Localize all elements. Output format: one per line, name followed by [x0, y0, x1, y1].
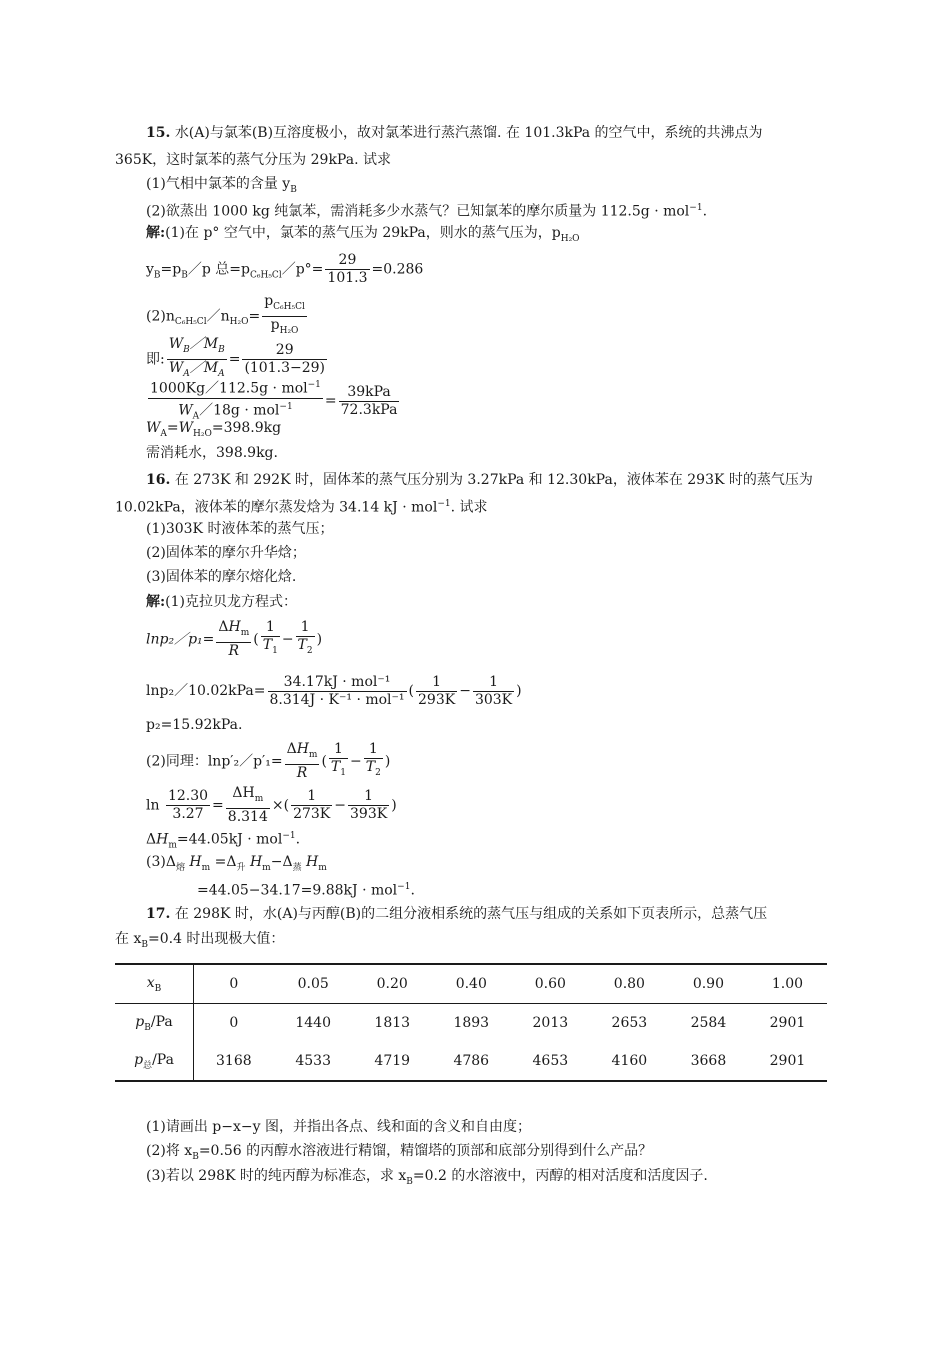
- denominator: 273K: [293, 805, 331, 822]
- eq-term: ／M: [189, 336, 219, 352]
- label-suffix: /Pa: [150, 1013, 173, 1030]
- problem-15-equation-3: 即: $\frac{W_B/M_B}{W_A/M_A}$ = $\frac{29}{(101.3-29)}$: [146, 336, 329, 383]
- denominator: 303K: [474, 691, 513, 708]
- fraction: [473, 674, 514, 709]
- table-cell: 2653: [611, 1015, 648, 1031]
- table-row: [115, 1004, 827, 1043]
- eq-term: W: [178, 402, 193, 419]
- table-cell: 1.00: [748, 964, 827, 1004]
- table-cell: 4719: [374, 1053, 411, 1069]
- fraction: [364, 741, 383, 782]
- table-cell: 2013: [532, 1015, 569, 1031]
- problem-16-result-1: p₂=15.92kPa.: [146, 717, 243, 733]
- solution-label: 解:: [146, 225, 166, 241]
- label-text: x: [146, 974, 155, 991]
- numerator: $\Delta H_m$: [285, 741, 320, 765]
- eq-term: ／p 总=p: [187, 261, 250, 278]
- numerator: 29: [242, 342, 327, 360]
- denominator: 101.3: [327, 270, 368, 286]
- numerator: $\Delta H_m$: [226, 785, 270, 809]
- fraction: [226, 785, 270, 826]
- fraction: [348, 788, 389, 823]
- eq-term: W: [168, 336, 184, 352]
- problem-text: =0.4 时出现极大值：: [147, 931, 285, 947]
- table-row: [115, 1042, 827, 1081]
- denominator: $T_1$: [262, 637, 278, 656]
- table-cell: 1813: [374, 1015, 411, 1031]
- table-cell: 0.90: [669, 964, 748, 1004]
- problem-number: 15.: [146, 125, 171, 141]
- solution-label: 解:: [146, 594, 166, 610]
- label-text: p: [134, 1051, 144, 1068]
- numerator: 1: [416, 674, 457, 692]
- table-cell: 4160: [611, 1053, 648, 1069]
- row-label: [115, 964, 194, 1004]
- eq-term: p: [264, 293, 274, 309]
- problem-17-question-3: (3)若以 298K 时的纯丙醇为标准态，求 $x_B=0.2$ 的水溶液中，丙醇的相对活度和活度因子.: [146, 1168, 708, 1187]
- fraction: [216, 619, 251, 660]
- eq-term: =398.9kg: [211, 420, 282, 436]
- denominator: R: [228, 642, 240, 659]
- numerator: 1: [296, 619, 315, 637]
- question-text: (2)欲蒸出 1000 kg 纯氯苯，需消耗多少水蒸气？已知氯苯的摩尔质量为 112.5g · mol: [146, 203, 690, 220]
- fraction: [285, 741, 320, 782]
- problem-16-equation-B: lnp₂／10.02kPa= $\frac{\text{34.17kJ · mol⁻¹}}{\text{8.314J · K⁻¹ · mol⁻¹}}$ ( $\frac{1}{293K}$ − $\frac{1}{303K}$ ): [146, 673, 522, 708]
- problem-16-question-3: (3)固体苯的摩尔熔化焓.: [146, 569, 297, 585]
- problem-text: 10.02kPa，液体苯的摩尔蒸发焓为 34.14 kJ · mol: [115, 499, 438, 516]
- numerator: 1: [364, 741, 383, 759]
- denominator: 8.314: [227, 808, 268, 825]
- denominator: $p_{H_2O}$: [270, 316, 299, 336]
- table-cell: 2901: [769, 1015, 806, 1031]
- fraction: [166, 788, 210, 823]
- table-row: [115, 964, 827, 1004]
- label-subscript: 总: [143, 1060, 153, 1071]
- numerator: 1: [261, 619, 280, 637]
- denominator: 3.27: [172, 805, 204, 822]
- problem-16-equation-F: =44.05−34.17=9.88kJ · mol$^{-1}$.: [197, 882, 415, 899]
- problem-15-question-1: (1)气相中氯苯的含量 $y_B$: [146, 176, 297, 195]
- table-cell: 3668: [690, 1053, 727, 1069]
- numerator: 34.17kJ · mol⁻¹: [268, 674, 407, 692]
- problem-16-equation-E: $(3)\Delta_熔$ $H_m =\Delta_升$ $H_m-\Delta_蒸$ $H_m$: [146, 854, 327, 873]
- problem-17-stem-line1: [146, 904, 767, 924]
- eq-term: (2)n: [146, 308, 175, 325]
- table-cell: 1440: [295, 1015, 331, 1031]
- fraction: [291, 788, 332, 823]
- eq-term: ／n: [206, 308, 230, 325]
- numerator: $p_{C_6H_5Cl}$: [262, 293, 307, 317]
- problem-16-equation-D: ln $\frac{12.30}{3.27}$ = $\frac{\Delta H_m}{8.314}$ ×( $\frac{1}{273K}$ − $\frac{1}{393K}$ ): [146, 785, 397, 825]
- problem-15-equation-4: $\frac{1000Kg/112.5g \cdot mol^{-1}}{W_A/18g \cdot mol^{-1}}$ = $\frac{\text{39kPa}}{\text{72.3kPa}}$: [146, 377, 401, 425]
- eq-term: (3)Δ: [146, 854, 176, 870]
- numerator: 1: [473, 674, 514, 692]
- denominator: 393K: [350, 805, 388, 822]
- problem-16-stem-line2: 10.02kPa，液体苯的摩尔蒸发焓为 34.14 kJ · mol$^{-1}$. 试求: [115, 499, 488, 516]
- table-cell: 3168: [216, 1053, 252, 1069]
- problem-16-question-2: (2)固体苯的摩尔升华焓；: [146, 545, 306, 561]
- problem-16-question-1: (1)303K 时液体苯的蒸气压；: [146, 521, 334, 537]
- eq-term: W: [168, 359, 184, 376]
- denominator: R: [296, 764, 308, 781]
- eq-term: ／M: [189, 359, 219, 376]
- problem-text: 水(A)与氯苯(B)互溶度极小，故对氯苯进行蒸汽蒸馏. 在 101.3kPa 的空气中，系统的共沸点为: [174, 125, 763, 141]
- table-cell: 4533: [295, 1053, 331, 1069]
- problem-17-question-2: (2)将 $x_B=0.56$ 的丙醇水溶液进行精馏，精馏塔的顶部和底部分别得到什么产品？: [146, 1143, 653, 1162]
- eq-term: 即:: [146, 351, 165, 368]
- problem-number: 16.: [146, 472, 171, 488]
- vapor-pressure-table: [115, 963, 827, 1082]
- problem-16-equation-A: lnp₂／p₁= $\frac{\Delta H_m}{R}$ ( $\frac{1}{T_1}$ − $\frac{1}{T_2}$ ): [146, 619, 323, 659]
- label-suffix: /Pa: [152, 1051, 174, 1068]
- fraction: [261, 619, 280, 660]
- row-label: [115, 1042, 194, 1081]
- problem-15-answer: 需消耗水，398.9kg.: [146, 445, 278, 461]
- table-cell: 0.40: [432, 964, 511, 1004]
- eq-term: ln: [146, 797, 160, 814]
- table-cell: 0: [194, 964, 274, 1004]
- problem-15-equation-1: $y_B=p_B/p$ 总$=p_{C_6H_5Cl}/p^\circ=$ $\frac{29}{101.3}$ =0.286: [146, 252, 424, 286]
- numerator: 1: [291, 788, 332, 806]
- numerator: 29: [325, 252, 369, 270]
- numerator: 12.30: [167, 787, 209, 804]
- problem-16-stem-line1: [146, 470, 813, 490]
- numerator: 1000Kg／112.5g · mol$^{-1}$: [148, 377, 323, 399]
- eq-term: lnp₂／p₁=: [146, 631, 215, 648]
- denominator: $T_1$: [330, 759, 346, 778]
- eq-term: ／p°=: [281, 261, 324, 278]
- fraction: [325, 252, 369, 287]
- fraction: [339, 384, 400, 419]
- label-subscript: B: [154, 983, 162, 994]
- table-cell: 2901: [769, 1053, 806, 1069]
- table-cell: 0.20: [353, 964, 432, 1004]
- fraction: [262, 293, 307, 340]
- problem-16-result-2: $\Delta H_m=44.05kJ \cdot mol^{-1}$.: [146, 831, 301, 851]
- denominator: $W_A/18g \cdot mol^{-1}$: [178, 401, 293, 422]
- eq-term: ΔH: [232, 785, 255, 801]
- problem-17-stem-line2: 在 $x_B=0.4$ 时出现极大值：: [115, 931, 285, 950]
- problem-16-equation-C: (2)同理：lnp′₂／p′₁= $\frac{\Delta H_m}{R}$ ( $\frac{1}{T_1}$ − $\frac{1}{T_2}$ ): [146, 741, 391, 781]
- numerator: 39kPa: [339, 384, 400, 402]
- denominator: (101.3−29): [244, 359, 325, 376]
- table-cell: 0.80: [590, 964, 669, 1004]
- denominator: $W_A/M_A$: [168, 359, 225, 379]
- fraction: [268, 674, 407, 709]
- table-cell: 0: [229, 1015, 239, 1031]
- table-cell: 0.05: [274, 964, 353, 1004]
- fraction: [416, 674, 457, 709]
- problem-text: 在 273K 和 292K 时，固体苯的蒸气压分别为 3.27kPa 和 12.30kPa，液体苯在 293K 时的蒸气压为: [174, 472, 813, 488]
- fraction: [296, 619, 315, 660]
- denominator: $T_2$: [297, 637, 313, 656]
- problem-text: 在 x: [115, 931, 142, 947]
- fraction: [242, 342, 327, 377]
- eq-term: y: [146, 261, 154, 278]
- eq-term: =0.286: [371, 261, 424, 278]
- question-text: =0.2 的水溶液中，丙醇的相对活度和活度因子.: [412, 1168, 708, 1184]
- eq-term: lnp₂／10.02kPa=: [146, 683, 266, 699]
- problem-text: 在 298K 时，水(A)与丙醇(B)的二组分液相系统的蒸气压与组成的关系如下页表所示，总蒸气压: [174, 906, 768, 922]
- problem-16-solution-line1: [146, 592, 297, 612]
- eq-term: =p: [160, 261, 182, 278]
- label-text: p: [135, 1013, 145, 1030]
- problem-15-solution-line1: 解:(1)在 p° 空气中，氯苯的蒸气压为 29kPa，则水的蒸气压为，$p_{H_2O}$: [146, 225, 580, 244]
- question-text: (2)将 x: [146, 1143, 193, 1159]
- eq-term: p: [270, 316, 280, 333]
- problem-15-stem-line1: [146, 123, 763, 143]
- table-cell: 4786: [453, 1053, 490, 1069]
- denominator: 8.314J · K⁻¹ · mol⁻¹: [269, 691, 405, 708]
- solution-text: (1)克拉贝龙方程式：: [165, 594, 298, 610]
- table-cell: 0.60: [511, 964, 590, 1004]
- fraction: [167, 336, 227, 383]
- eq-term: =44.05−34.17=9.88kJ · mol: [197, 882, 398, 899]
- problem-15-equation-5: $W_A=W_{H_2O}=398.9kg$: [146, 420, 282, 439]
- problem-15-equation-2: $(2)n_{C_6H_5Cl}/n_{H_2O}=$ $\frac{p_{C_6H_5Cl}}{p_{H_2O}}$: [146, 293, 309, 340]
- solution-text: (1)在 p° 空气中，氯苯的蒸气压为 29kPa，则水的蒸气压为，p: [165, 225, 561, 241]
- row-label: [115, 1004, 194, 1043]
- eq-term: (2)同理：lnp′₂／p′₁=: [146, 753, 283, 770]
- eq-term: =44.05kJ · mol: [176, 831, 283, 848]
- denominator: $T_2$: [365, 759, 381, 778]
- label-subscript: B: [144, 1022, 151, 1033]
- question-text: (1)气相中氯苯的含量 y: [146, 176, 291, 192]
- table-cell: 1893: [453, 1015, 490, 1031]
- eq-term: 1000Kg／112.5g · mol: [150, 380, 308, 397]
- eq-term: ／18g · mol: [199, 402, 280, 419]
- problem-15-question-2: (2)欲蒸出 1000 kg 纯氯苯，需消耗多少水蒸气？已知氯苯的摩尔质量为 112.5g · mol$^{-1}$.: [146, 203, 708, 220]
- denominator: 72.3kPa: [340, 401, 398, 418]
- problem-text: . 试求: [450, 499, 488, 516]
- problem-15-stem-line2: 365K，这时氯苯的蒸气分压为 29kPa. 试求: [115, 152, 391, 168]
- fraction: [329, 741, 348, 782]
- table-cell: 2584: [690, 1015, 727, 1031]
- numerator: $\Delta H_m$: [216, 619, 251, 643]
- numerator: 1: [348, 788, 389, 806]
- problem-17-question-1: (1)请画出 p−x−y 图，并指出各点、线和面的含义和自由度；: [146, 1119, 531, 1135]
- question-text: (3)若以 298K 时的纯丙醇为标准态，求 x: [146, 1168, 407, 1184]
- problem-number: 17.: [146, 906, 171, 922]
- numerator: $W_B/M_B$: [167, 336, 227, 360]
- question-text: =0.56 的丙醇水溶液进行精馏，精馏塔的顶部和底部分别得到什么产品？: [198, 1143, 653, 1159]
- table-cell: 4653: [532, 1053, 569, 1069]
- denominator: 293K: [418, 691, 456, 708]
- numerator: 1: [329, 741, 348, 759]
